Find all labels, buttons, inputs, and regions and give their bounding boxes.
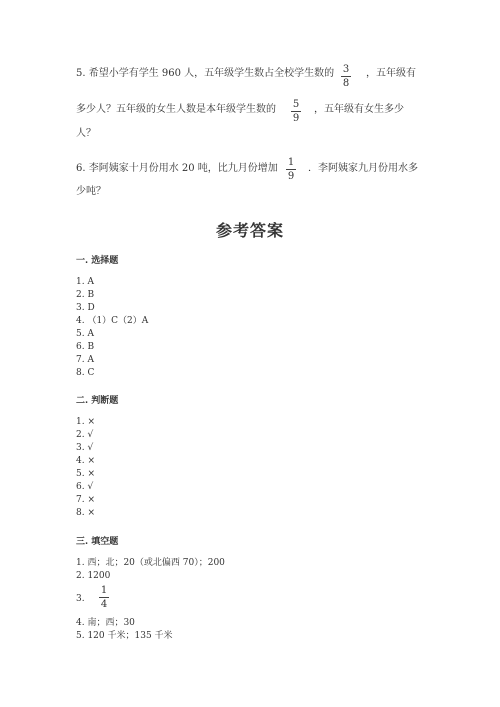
fraction-numerator: 5 [292,99,300,110]
problem-5-line3-text: 人？ [76,128,96,139]
answer-item: 1. A [76,277,94,287]
answer-item: 3. [76,594,85,604]
answer-item: 1. 西；北；20（或北偏西 70）；200 [76,558,225,568]
problem-5-line1-tail: ，五年级有 [366,68,416,79]
section-heading-judge: 二. 判断题 [76,396,119,406]
answer-item: 7. A [76,355,94,365]
answer-item: 8. × [76,508,95,518]
problem-6-line2-text: 少吨？ [76,186,106,197]
section-heading-fill: 三. 填空题 [76,537,119,547]
answer-item: 3. D [76,303,95,313]
fraction-denominator: 8 [342,78,350,89]
answer-item: 2. √ [76,430,94,440]
problem-5-fraction-2 [288,99,304,124]
answer-item: 6. √ [76,482,94,492]
problem-6-line1-text: 6. 李阿姨家十月份用水 20 吨，比九月份增加 [76,163,278,174]
answer-item: 4. （1）C（2）A [76,316,149,326]
fraction-denominator: 9 [292,113,300,124]
section-heading-choice: 一. 选择题 [76,256,119,266]
fraction-bar [286,169,296,170]
answer-item: 4. 南；西；30 [76,618,135,628]
answer-item: 2. B [76,290,95,300]
problem-6-line1-tail: ．李阿姨家九月份用水多 [308,163,418,174]
fraction-numerator: 3 [342,64,350,75]
problem-5-fraction-1 [338,64,354,89]
problem-6-fraction [283,157,299,182]
answer-item: 4. × [76,456,95,466]
answer-item: 5. × [76,469,95,479]
fraction-denominator: 9 [287,171,295,182]
fraction-bar [341,76,351,77]
fraction-numerator: 1 [287,157,295,168]
fraction-bar [99,597,109,598]
fraction-numerator: 1 [100,585,108,596]
answer-item: 1. × [76,417,95,427]
answer-item: 5. A [76,329,94,339]
problem-5-line1-text: 5. 希望小学有学生 960 人，五年级学生数占全校学生数的 [76,68,335,79]
answer-item: 7. × [76,495,95,505]
answer-title: 参考答案 [215,221,284,240]
fraction-denominator: 4 [100,599,108,610]
answer-item: 5. 120 千米；135 千米 [76,631,173,641]
answer-item: 6. B [76,342,95,352]
fill-item-3-fraction [96,585,112,610]
answer-item: 2. 1200 [76,571,111,581]
problem-5-line2-tail: ，五年级有女生多少 [314,104,404,115]
answer-item: 3. √ [76,443,94,453]
problem-5-line2-text: 多少人？五年级的女生人数是本年级学生数的 [76,104,276,115]
answer-item: 8. C [76,368,95,378]
fraction-bar [291,111,301,112]
